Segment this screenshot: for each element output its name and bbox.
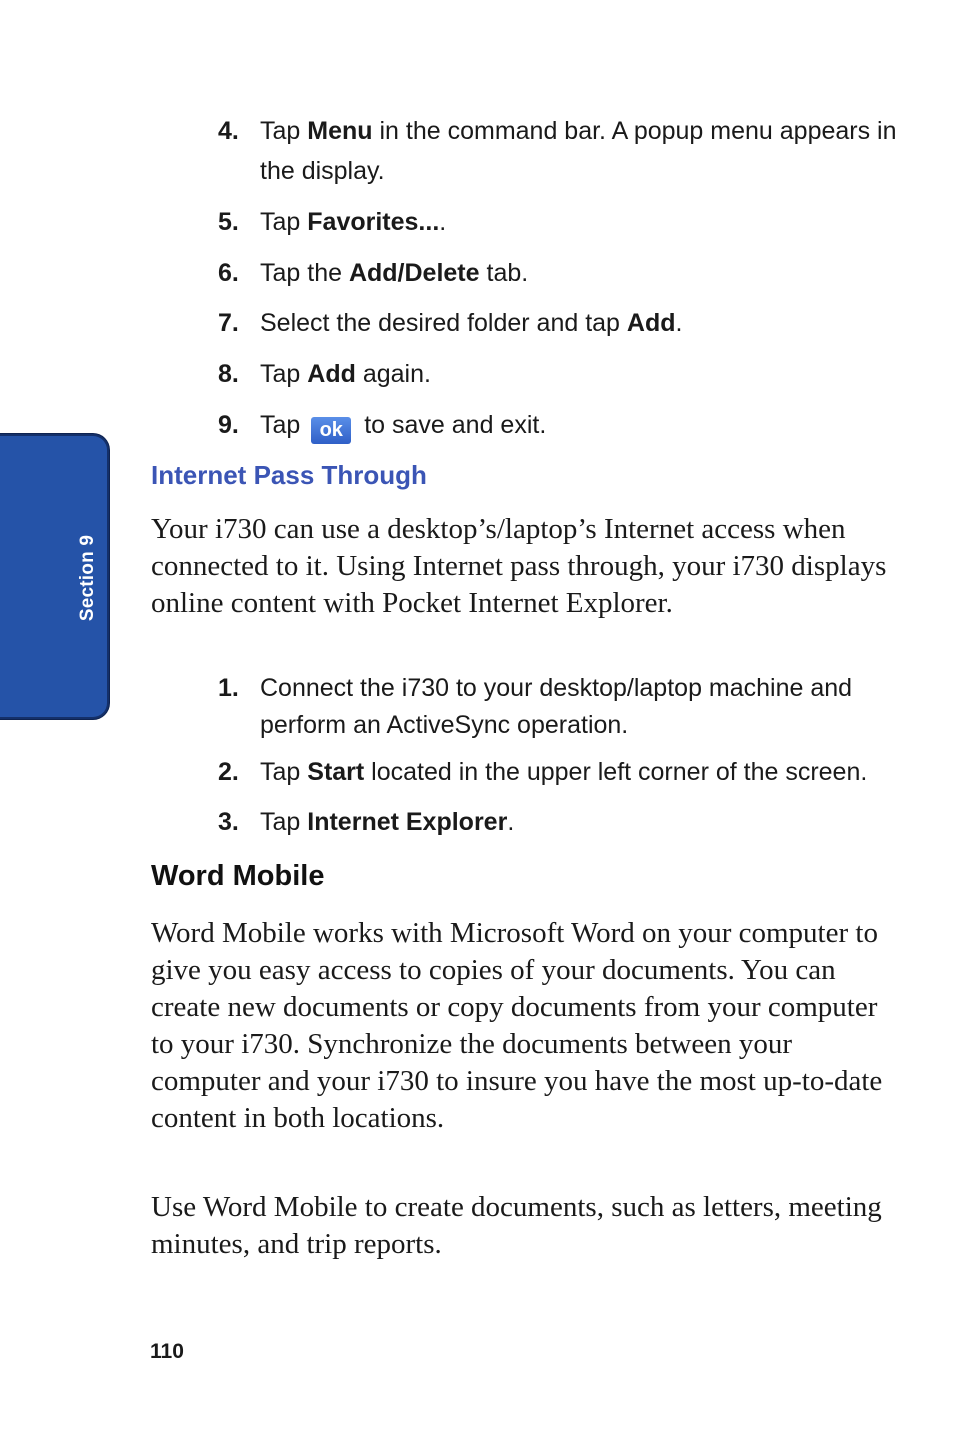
ipt-step-3: 3. Tap Internet Explorer.	[218, 808, 515, 836]
ok-button-icon: ok	[311, 417, 351, 444]
step-6: 6. Tap the Add/Delete tab.	[218, 259, 529, 287]
section-tab-label: Section 9	[77, 534, 98, 622]
step-7: 7. Select the desired folder and tap Add.	[218, 309, 683, 337]
step-8: 8. Tap Add again.	[218, 360, 431, 388]
step-4: 4. Tap Menu in the command bar. A popup menu appears in the display.	[218, 117, 897, 185]
ipt-step-1: 1. Connect the i730 to your desktop/laptop machine and perform an ActiveSync operation.	[218, 674, 853, 739]
internet-pass-through-heading: Internet Pass Through	[151, 460, 427, 490]
word-mobile-para-2: Use Word Mobile to create documents, such as letters, meeting minutes, and trip reports.	[151, 1191, 882, 1260]
word-mobile-heading: Word Mobile	[151, 860, 325, 892]
step-5: 5. Tap Favorites....	[218, 208, 447, 236]
step-9: 9. Tap ok to save and exit.	[218, 405, 898, 445]
ipt-step-2: 2. Tap Start located in the upper left corner of the screen.	[218, 758, 868, 786]
word-mobile-para-1: Word Mobile works with Microsoft Word on your computer to give you easy access to copies of your documents. You can create new documents or copy documents from your computer to your i730. Synchronize the documents between your computer and your i730 to insure you have the most up-to-date content in both locations.	[151, 917, 883, 1134]
page-number: 110	[150, 1340, 184, 1363]
internet-pass-through-body: Your i730 can use a desktop’s/laptop’s Internet access when connected to it. Using Internet pass through, your i730 displays online content with Pocket Internet Explorer.	[151, 513, 887, 619]
